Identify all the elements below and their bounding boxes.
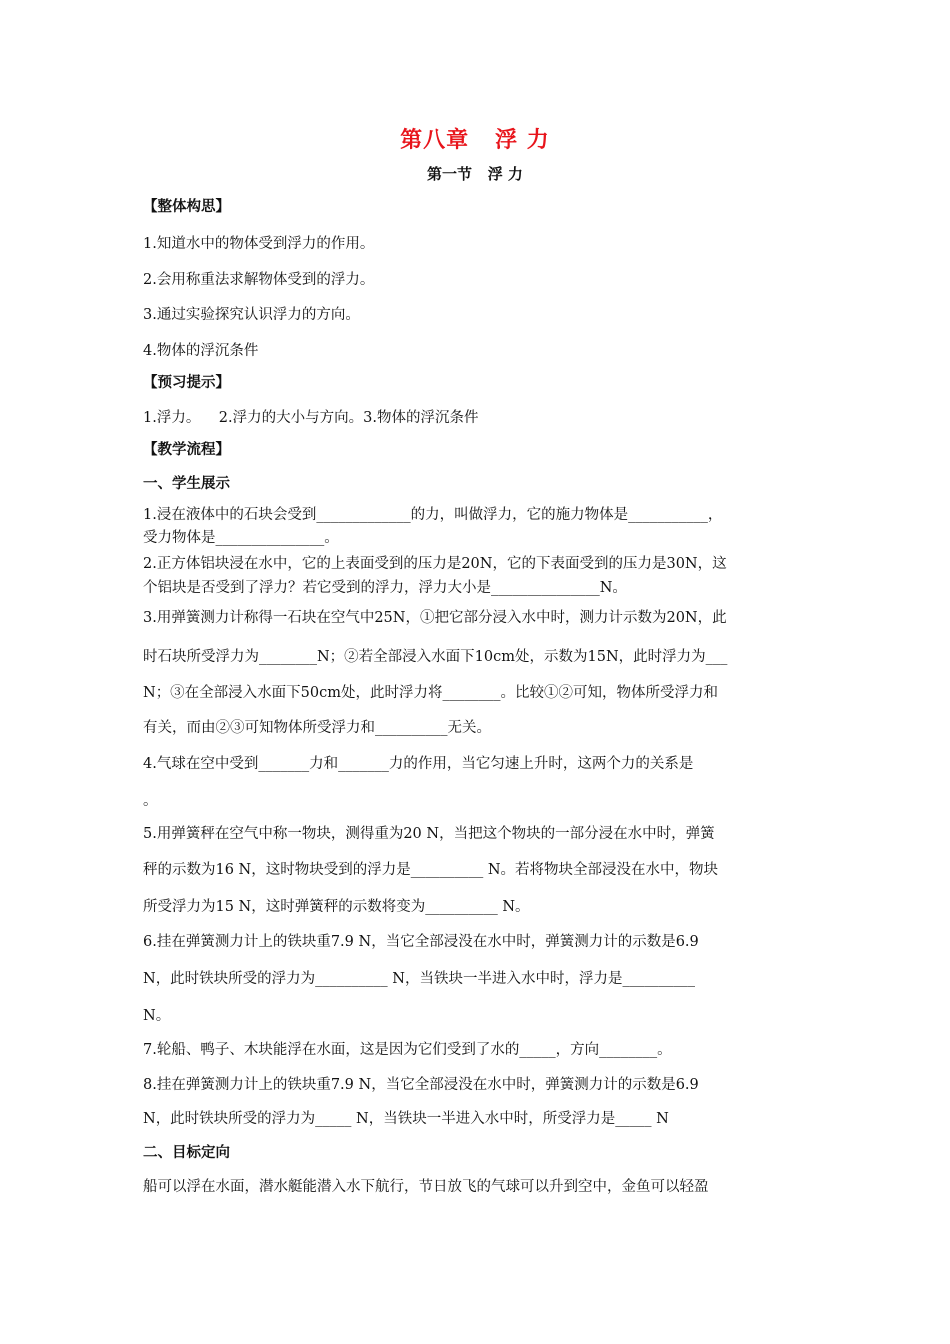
question-line: 受力物体是_______________。	[143, 530, 339, 546]
question-line: 。	[143, 793, 158, 809]
question-line: N，此时铁块所受的浮力为_____ N，当铁块一半进入水中时，所受浮力是_____ N	[143, 1111, 669, 1127]
question-line: 个铝块是否受到了浮力？若它受到的浮力，浮力大小是_______________N。	[143, 580, 627, 596]
heading-student-show: 一、学生展示	[143, 476, 230, 492]
goal-line: 4.物体的浮沉条件	[143, 343, 259, 359]
heading-overall: 【整体构思】	[143, 199, 230, 215]
paragraph-line: 船可以浮在水面，潜水艇能潜入水下航行，节日放飞的气球可以升到空中，金鱼可以轻盈	[143, 1179, 709, 1195]
preview-line: 1.浮力。 2.浮力的大小与方向。3.物体的浮沉条件	[143, 410, 479, 426]
heading-process: 【教学流程】	[143, 442, 230, 458]
chapter-title: 第八章 浮 力	[400, 128, 550, 153]
question-line: 所受浮力为15 N，这时弹簧秤的示数将变为__________ N。	[143, 899, 530, 915]
question-line: N；③在全部浸入水面下50cm处，此时浮力将________。比较①②可知，物体所受浮力和	[143, 685, 719, 701]
question-line: 8.挂在弹簧测力计上的铁块重7.9 N，当它全部浸没在水中时，弹簧测力计的示数是6.9	[143, 1077, 699, 1093]
question-line: N。	[143, 1008, 171, 1024]
question-line: 时石块所受浮力为________N；②若全部浸入水面下10cm处，示数为15N，此时浮力为___	[143, 649, 728, 665]
goal-line: 2.会用称重法求解物体受到的浮力。	[143, 272, 375, 288]
question-line: 1.浸在液体中的石块会受到_____________的力，叫做浮力，它的施力物体是___________，	[143, 507, 723, 523]
goal-line: 1.知道水中的物体受到浮力的作用。	[143, 236, 375, 252]
question-line: N，此时铁块所受的浮力为__________ N，当铁块一半进入水中时，浮力是__________	[143, 971, 695, 987]
question-line: 4.气球在空中受到_______力和_______力的作用，当它匀速上升时，这两个力的关系是	[143, 756, 694, 772]
section-title: 第一节 浮 力	[427, 165, 523, 183]
question-line: 5.用弹簧秤在空气中称一物块，测得重为20 N，当把这个物块的一部分浸在水中时，弹簧	[143, 826, 715, 842]
question-line: 2.正方体铝块浸在水中，它的上表面受到的压力是20N，它的下表面受到的压力是30N，这	[143, 556, 727, 572]
question-line: 秤的示数为16 N，这时物块受到的浮力是__________ N。若将物块全部浸没在水中，物块	[143, 862, 719, 878]
question-line: 有关，而由②③可知物体所受浮力和__________无关。	[143, 720, 491, 736]
question-line: 7.轮船、鸭子、木块能浮在水面，这是因为它们受到了水的_____，方向________。	[143, 1042, 672, 1058]
heading-preview: 【预习提示】	[143, 375, 230, 391]
question-line: 6.挂在弹簧测力计上的铁块重7.9 N，当它全部浸没在水中时，弹簧测力计的示数是6.9	[143, 934, 699, 950]
heading-goal-direction: 二、目标定向	[143, 1145, 230, 1161]
question-line: 3.用弹簧测力计称得一石块在空气中25N，①把它部分浸入水中时，测力计示数为20N，此	[143, 610, 727, 626]
goal-line: 3.通过实验探究认识浮力的方向。	[143, 307, 360, 323]
